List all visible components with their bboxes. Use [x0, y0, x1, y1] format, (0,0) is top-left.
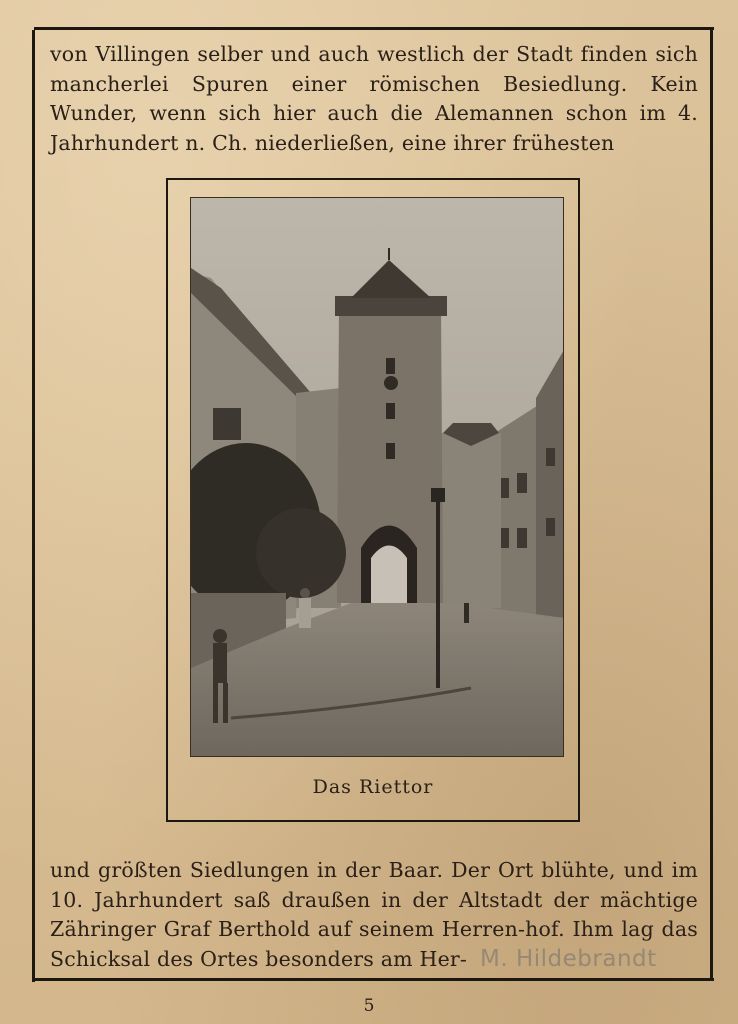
top-text-block — [50, 40, 698, 158]
frame-right-rule — [710, 30, 713, 980]
page-number: 5 — [363, 996, 375, 1016]
riettor-photo-drawing — [191, 198, 564, 757]
top-paragraph: von Villingen selber und auch westlich der Stadt finden sich mancherlei Spuren einer römischen Besiedlung. Kein Wunder, wenn sich hier auch die Alemannen schon im 4. Jahrhundert n. Ch. niederließen, eine ihrer frühesten — [50, 42, 698, 155]
frame-top-rule — [34, 27, 714, 30]
watermark-text: M. Hildebrandt — [480, 946, 657, 972]
bottom-paragraph: und größten Siedlungen in der Baar. Der Ort blühte, und im 10. Jahrhundert saß draußen in der Altstadt der mächtige Zähringer Graf Berthold auf seinem Herren-hof. Ihm lag das Schicksal des Ortes besonders am Her- — [50, 858, 698, 971]
riettor-photo — [190, 197, 564, 757]
figure-caption: Das Riettor — [312, 776, 434, 798]
frame-left-rule — [32, 30, 35, 982]
frame-bottom-rule — [34, 978, 714, 981]
